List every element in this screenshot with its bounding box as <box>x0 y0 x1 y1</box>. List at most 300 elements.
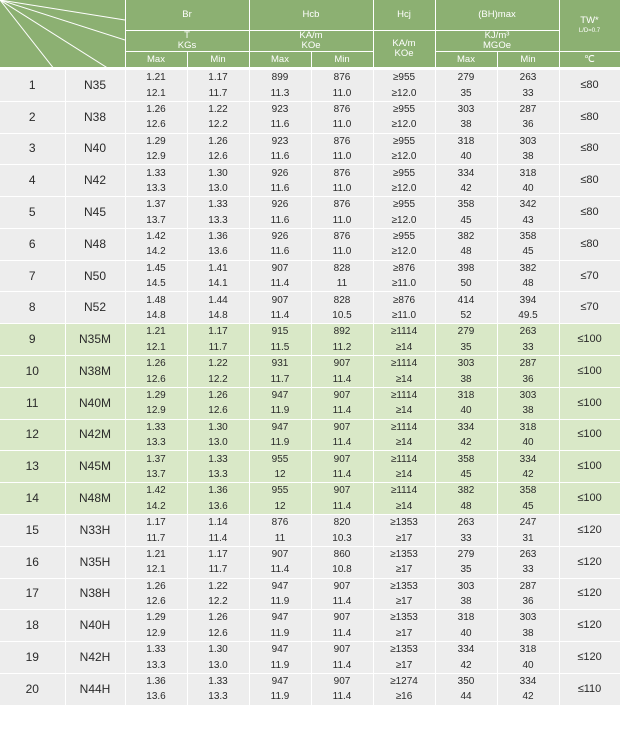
hcb-min: 907 <box>311 483 373 499</box>
bh-min: 263 <box>497 546 559 562</box>
tw-note: L/D=0.7 <box>578 27 601 34</box>
bh-max: 279 <box>435 324 497 340</box>
br-min: 1.22 <box>187 578 249 594</box>
hcj-value-koe: ≥14 <box>373 499 435 515</box>
table-row <box>0 642 620 658</box>
table-row <box>0 228 620 244</box>
grade-name: N45M <box>65 451 125 483</box>
hcj-unit: KA/m <box>392 38 416 49</box>
br-min: 1.17 <box>187 69 249 86</box>
bh-min: 263 <box>497 324 559 340</box>
br-header: Br <box>125 0 249 31</box>
table-row <box>0 419 620 435</box>
bh-min-mgoe: 38 <box>497 149 559 165</box>
hcj-value-koe: ≥12.0 <box>373 244 435 260</box>
bh-min: 287 <box>497 578 559 594</box>
row-number: 19 <box>0 642 65 674</box>
row-number: 18 <box>0 610 65 642</box>
br-min-kgs: 13.3 <box>187 213 249 229</box>
hcb-min-koe: 11.4 <box>311 435 373 451</box>
tw-value: ≤80 <box>559 165 620 197</box>
br-max: 1.37 <box>125 451 187 467</box>
bh-min: 394 <box>497 292 559 308</box>
hcj-value: ≥1353 <box>373 514 435 530</box>
br-min-kgs: 12.6 <box>187 149 249 165</box>
hcb-min-koe: 11.4 <box>311 626 373 642</box>
table-row <box>0 514 620 530</box>
table-row <box>0 324 620 340</box>
br-max-kgs: 14.8 <box>125 308 187 324</box>
hcb-min: 907 <box>311 610 373 626</box>
hcb-min-koe: 10.8 <box>311 562 373 578</box>
hcj-value: ≥1114 <box>373 356 435 372</box>
hcj-value-koe: ≥14 <box>373 435 435 451</box>
hcj-value: ≥1114 <box>373 324 435 340</box>
hcb-max: 947 <box>249 642 311 658</box>
br-min: 1.14 <box>187 514 249 530</box>
bh-max-mgoe: 33 <box>435 530 497 546</box>
hcb-min-koe: 11.0 <box>311 85 373 101</box>
br-max-kgs: 14.2 <box>125 499 187 515</box>
hcb-min: 876 <box>311 69 373 86</box>
grade-name: N38 <box>65 101 125 133</box>
bh-max: 382 <box>435 483 497 499</box>
bh-max: 318 <box>435 133 497 149</box>
grade-name: N48M <box>65 483 125 515</box>
grade-name: N45 <box>65 197 125 229</box>
row-number: 10 <box>0 356 65 388</box>
hcb-min-koe: 11.4 <box>311 689 373 704</box>
bh-min: 318 <box>497 419 559 435</box>
grade-name: N35 <box>65 69 125 102</box>
br-min: 1.33 <box>187 451 249 467</box>
br-min: 1.33 <box>187 197 249 213</box>
tw-value: ≤120 <box>559 578 620 610</box>
br-min-kgs: 11.4 <box>187 530 249 546</box>
hcj-value-koe: ≥16 <box>373 689 435 704</box>
table-row <box>0 578 620 594</box>
hcb-max-koe: 11.5 <box>249 340 311 356</box>
bh-max-mgoe: 45 <box>435 467 497 483</box>
br-max-kgs: 12.6 <box>125 594 187 610</box>
bh-max-mgoe: 38 <box>435 594 497 610</box>
hcb-min: 876 <box>311 101 373 117</box>
corner-header-cell <box>0 0 125 69</box>
bh-max: 358 <box>435 197 497 213</box>
hcb-max: 955 <box>249 451 311 467</box>
hcj-value: ≥955 <box>373 165 435 181</box>
table-row <box>0 673 620 689</box>
hcb-max-koe: 11.6 <box>249 244 311 260</box>
hcj-value-koe: ≥17 <box>373 562 435 578</box>
hcj-value: ≥955 <box>373 228 435 244</box>
hcb-max: 899 <box>249 69 311 86</box>
hcb-max-koe: 11.6 <box>249 149 311 165</box>
bh-max-mgoe: 40 <box>435 149 497 165</box>
hcb-max: 923 <box>249 133 311 149</box>
table-row <box>0 101 620 117</box>
row-number: 16 <box>0 546 65 578</box>
row-number: 12 <box>0 419 65 451</box>
hcb-max: 876 <box>249 514 311 530</box>
br-max-kgs: 12.1 <box>125 340 187 356</box>
bh-max-mgoe: 40 <box>435 626 497 642</box>
br-min-kgs: 13.3 <box>187 689 249 704</box>
hcb-max: 907 <box>249 260 311 276</box>
hcj-value-koe: ≥14 <box>373 467 435 483</box>
bh-max-mgoe: 42 <box>435 181 497 197</box>
hcb-max-koe: 12 <box>249 499 311 515</box>
hcb-max: 931 <box>249 356 311 372</box>
hcb-min: 907 <box>311 387 373 403</box>
br-min-kgs: 12.2 <box>187 371 249 387</box>
br-min-kgs: 14.8 <box>187 308 249 324</box>
br-max: 1.26 <box>125 578 187 594</box>
br-min-kgs: 12.2 <box>187 117 249 133</box>
hcb-max-header: Max <box>249 52 311 69</box>
row-number: 11 <box>0 387 65 419</box>
br-min-kgs: 12.2 <box>187 594 249 610</box>
row-number: 20 <box>0 673 65 704</box>
bh-min: 287 <box>497 356 559 372</box>
hcb-max: 955 <box>249 483 311 499</box>
hcb-min: 892 <box>311 324 373 340</box>
br-min: 1.41 <box>187 260 249 276</box>
bh-header: (BH)max <box>435 0 559 31</box>
table-row <box>0 292 620 308</box>
tw-value: ≤80 <box>559 197 620 229</box>
grade-name: N52 <box>65 292 125 324</box>
br-min-kgs: 13.6 <box>187 244 249 260</box>
bh-min-mgoe: 48 <box>497 276 559 292</box>
br-max-kgs: 12.9 <box>125 149 187 165</box>
tw-value: ≤100 <box>559 419 620 451</box>
tw-value: ≤120 <box>559 610 620 642</box>
bh-max: 382 <box>435 228 497 244</box>
hcb-max-koe: 11.9 <box>249 657 311 673</box>
br-max: 1.21 <box>125 324 187 340</box>
bh-min: 318 <box>497 642 559 658</box>
br-min: 1.33 <box>187 673 249 689</box>
tw-value: ≤100 <box>559 451 620 483</box>
bh-min-mgoe: 43 <box>497 213 559 229</box>
hcb-min: 876 <box>311 197 373 213</box>
br-max: 1.21 <box>125 69 187 86</box>
br-min: 1.26 <box>187 610 249 626</box>
hcb-max-koe: 11.9 <box>249 626 311 642</box>
br-min: 1.44 <box>187 292 249 308</box>
bh-max-mgoe: 42 <box>435 435 497 451</box>
br-min: 1.26 <box>187 133 249 149</box>
hcb-min-header: Min <box>311 52 373 69</box>
row-number: 8 <box>0 292 65 324</box>
bh-min-mgoe: 40 <box>497 435 559 451</box>
bh-min-mgoe: 36 <box>497 594 559 610</box>
bh-min: 303 <box>497 610 559 626</box>
table-row <box>0 260 620 276</box>
br-max-kgs: 13.3 <box>125 181 187 197</box>
bh-max: 279 <box>435 546 497 562</box>
tw-value: ≤80 <box>559 133 620 165</box>
hcb-min-koe: 11.4 <box>311 657 373 673</box>
br-min: 1.22 <box>187 356 249 372</box>
bh-max-mgoe: 35 <box>435 85 497 101</box>
hcb-max-koe: 11.6 <box>249 213 311 229</box>
br-min-kgs: 11.7 <box>187 562 249 578</box>
hcb-unit2: KOe <box>301 40 321 51</box>
bh-min-mgoe: 40 <box>497 657 559 673</box>
hcj-value: ≥1114 <box>373 419 435 435</box>
br-max: 1.42 <box>125 483 187 499</box>
bh-max: 263 <box>435 514 497 530</box>
bh-min-mgoe: 36 <box>497 371 559 387</box>
hcj-unit-header <box>373 31 435 69</box>
tw-value: ≤100 <box>559 324 620 356</box>
bh-max-mgoe: 48 <box>435 499 497 515</box>
hcb-max: 947 <box>249 610 311 626</box>
table-row <box>0 610 620 626</box>
hcj-value-koe: ≥17 <box>373 594 435 610</box>
hcb-min-koe: 11.0 <box>311 181 373 197</box>
hcb-min-koe: 11.0 <box>311 244 373 260</box>
br-max: 1.26 <box>125 101 187 117</box>
hcb-min-koe: 11.4 <box>311 499 373 515</box>
row-number: 4 <box>0 165 65 197</box>
table-row <box>0 69 620 86</box>
hcj-value-koe: ≥12.0 <box>373 85 435 101</box>
bh-min-mgoe: 33 <box>497 85 559 101</box>
table-body <box>0 69 620 705</box>
hcb-min: 876 <box>311 228 373 244</box>
br-max-kgs: 12.6 <box>125 371 187 387</box>
bh-unit2: MGOe <box>483 40 511 51</box>
hcj-value-koe: ≥12.0 <box>373 213 435 229</box>
grade-name: N40 <box>65 133 125 165</box>
br-max: 1.21 <box>125 546 187 562</box>
br-max: 1.29 <box>125 610 187 626</box>
bh-max-mgoe: 38 <box>435 117 497 133</box>
hcb-max-koe: 12 <box>249 467 311 483</box>
hcj-value: ≥1114 <box>373 451 435 467</box>
br-min-header: Min <box>187 52 249 69</box>
grade-name: N42H <box>65 642 125 674</box>
br-min-kgs: 13.0 <box>187 181 249 197</box>
hcb-max-koe: 11.9 <box>249 403 311 419</box>
br-unit2: KGs <box>177 40 197 51</box>
hcb-min-koe: 11.4 <box>311 371 373 387</box>
br-max: 1.33 <box>125 419 187 435</box>
table-row <box>0 356 620 372</box>
bh-min-mgoe: 49.5 <box>497 308 559 324</box>
br-max-header: Max <box>125 52 187 69</box>
hcj-value-koe: ≥12.0 <box>373 117 435 133</box>
bh-max-header: Max <box>435 52 497 69</box>
hcb-min: 828 <box>311 292 373 308</box>
hcj-value-koe: ≥14 <box>373 403 435 419</box>
hcb-min: 907 <box>311 451 373 467</box>
hcj-value: ≥955 <box>373 69 435 86</box>
br-max-kgs: 13.3 <box>125 435 187 451</box>
row-number: 13 <box>0 451 65 483</box>
tw-unit-header: ℃ <box>559 52 620 69</box>
bh-min: 334 <box>497 451 559 467</box>
hcj-value: ≥1114 <box>373 483 435 499</box>
br-max-kgs: 13.3 <box>125 657 187 673</box>
hcb-unit-header <box>249 31 373 52</box>
tw-label: TW* <box>580 14 599 26</box>
table-header <box>0 0 620 69</box>
hcj-value-koe: ≥11.0 <box>373 276 435 292</box>
bh-max: 358 <box>435 451 497 467</box>
row-number: 9 <box>0 324 65 356</box>
row-number: 17 <box>0 578 65 610</box>
br-max: 1.48 <box>125 292 187 308</box>
bh-max: 318 <box>435 387 497 403</box>
br-min: 1.17 <box>187 546 249 562</box>
bh-min-mgoe: 38 <box>497 626 559 642</box>
hcb-max: 947 <box>249 673 311 689</box>
grade-name: N48 <box>65 228 125 260</box>
tw-header <box>559 0 620 52</box>
br-max: 1.17 <box>125 514 187 530</box>
grade-name: N33H <box>65 514 125 546</box>
hcb-min: 907 <box>311 642 373 658</box>
table-row <box>0 165 620 181</box>
hcb-min-koe: 10.3 <box>311 530 373 546</box>
hcb-max-koe: 11.7 <box>249 371 311 387</box>
bh-max-mgoe: 38 <box>435 371 497 387</box>
table-row <box>0 451 620 467</box>
bh-max-mgoe: 40 <box>435 403 497 419</box>
br-min-kgs: 13.0 <box>187 657 249 673</box>
hcb-min: 828 <box>311 260 373 276</box>
hcj-header: Hcj <box>373 0 435 31</box>
hcb-unit: KA/m <box>299 30 323 41</box>
bh-max-mgoe: 44 <box>435 689 497 704</box>
br-min: 1.30 <box>187 165 249 181</box>
hcj-value-koe: ≥11.0 <box>373 308 435 324</box>
tw-value: ≤100 <box>559 483 620 515</box>
hcb-max: 947 <box>249 419 311 435</box>
hcb-max-koe: 11 <box>249 530 311 546</box>
br-max-kgs: 14.5 <box>125 276 187 292</box>
hcb-min-koe: 11.4 <box>311 594 373 610</box>
bh-min-mgoe: 36 <box>497 117 559 133</box>
hcj-value-koe: ≥12.0 <box>373 181 435 197</box>
bh-min-mgoe: 42 <box>497 467 559 483</box>
grade-name: N40H <box>65 610 125 642</box>
tw-value: ≤120 <box>559 514 620 546</box>
hcj-value: ≥1353 <box>373 642 435 658</box>
tw-value: ≤100 <box>559 356 620 388</box>
bh-min: 358 <box>497 228 559 244</box>
hcb-max-koe: 11.4 <box>249 562 311 578</box>
hcb-max-koe: 11.6 <box>249 181 311 197</box>
table-row <box>0 483 620 499</box>
hcb-min: 876 <box>311 133 373 149</box>
bh-min: 342 <box>497 197 559 213</box>
diagonal-lines-icon <box>0 0 125 69</box>
bh-min: 247 <box>497 514 559 530</box>
br-min: 1.22 <box>187 101 249 117</box>
bh-max: 414 <box>435 292 497 308</box>
hcj-unit2: KOe <box>394 48 414 59</box>
row-number: 15 <box>0 514 65 546</box>
grade-name: N42 <box>65 165 125 197</box>
hcb-max: 926 <box>249 165 311 181</box>
br-max-kgs: 12.6 <box>125 117 187 133</box>
table-row <box>0 546 620 562</box>
br-max: 1.37 <box>125 197 187 213</box>
br-max: 1.33 <box>125 165 187 181</box>
br-min: 1.30 <box>187 419 249 435</box>
row-number: 5 <box>0 197 65 229</box>
bh-min-mgoe: 42 <box>497 689 559 704</box>
br-max-kgs: 12.9 <box>125 626 187 642</box>
grade-name: N40M <box>65 387 125 419</box>
hcb-min: 876 <box>311 165 373 181</box>
table-row <box>0 197 620 213</box>
hcb-max: 926 <box>249 228 311 244</box>
grade-name: N50 <box>65 260 125 292</box>
bh-max: 303 <box>435 578 497 594</box>
bh-max-mgoe: 35 <box>435 340 497 356</box>
bh-max: 318 <box>435 610 497 626</box>
br-min: 1.36 <box>187 228 249 244</box>
hcb-max: 915 <box>249 324 311 340</box>
grade-name: N42M <box>65 419 125 451</box>
hcb-header: Hcb <box>249 0 373 31</box>
hcj-value-koe: ≥12.0 <box>373 149 435 165</box>
hcj-value: ≥1353 <box>373 610 435 626</box>
table-row <box>0 387 620 403</box>
br-max: 1.33 <box>125 642 187 658</box>
hcb-max-koe: 11.4 <box>249 308 311 324</box>
hcb-max-koe: 11.4 <box>249 276 311 292</box>
bh-min: 303 <box>497 387 559 403</box>
br-min-kgs: 11.7 <box>187 340 249 356</box>
hcb-min-koe: 11.4 <box>311 403 373 419</box>
bh-min-mgoe: 31 <box>497 530 559 546</box>
bh-min-header: Min <box>497 52 559 69</box>
br-max-kgs: 14.2 <box>125 244 187 260</box>
tw-value: ≤100 <box>559 387 620 419</box>
hcj-value-koe: ≥17 <box>373 530 435 546</box>
br-max: 1.36 <box>125 673 187 689</box>
bh-max: 334 <box>435 165 497 181</box>
tw-value: ≤80 <box>559 69 620 102</box>
hcb-max: 947 <box>249 578 311 594</box>
bh-max: 398 <box>435 260 497 276</box>
tw-value: ≤110 <box>559 673 620 704</box>
hcb-max: 907 <box>249 292 311 308</box>
bh-max: 334 <box>435 419 497 435</box>
bh-min: 334 <box>497 673 559 689</box>
bh-min: 382 <box>497 260 559 276</box>
br-min-kgs: 14.1 <box>187 276 249 292</box>
row-number: 1 <box>0 69 65 102</box>
hcb-min: 907 <box>311 578 373 594</box>
row-number: 7 <box>0 260 65 292</box>
bh-unit: KJ/m³ <box>484 30 510 41</box>
grade-name: N35M <box>65 324 125 356</box>
hcj-value: ≥955 <box>373 197 435 213</box>
hcb-max: 923 <box>249 101 311 117</box>
hcb-max-koe: 11.9 <box>249 594 311 610</box>
hcj-value-koe: ≥14 <box>373 340 435 356</box>
hcb-min-koe: 11.0 <box>311 213 373 229</box>
hcb-min-koe: 11.0 <box>311 149 373 165</box>
